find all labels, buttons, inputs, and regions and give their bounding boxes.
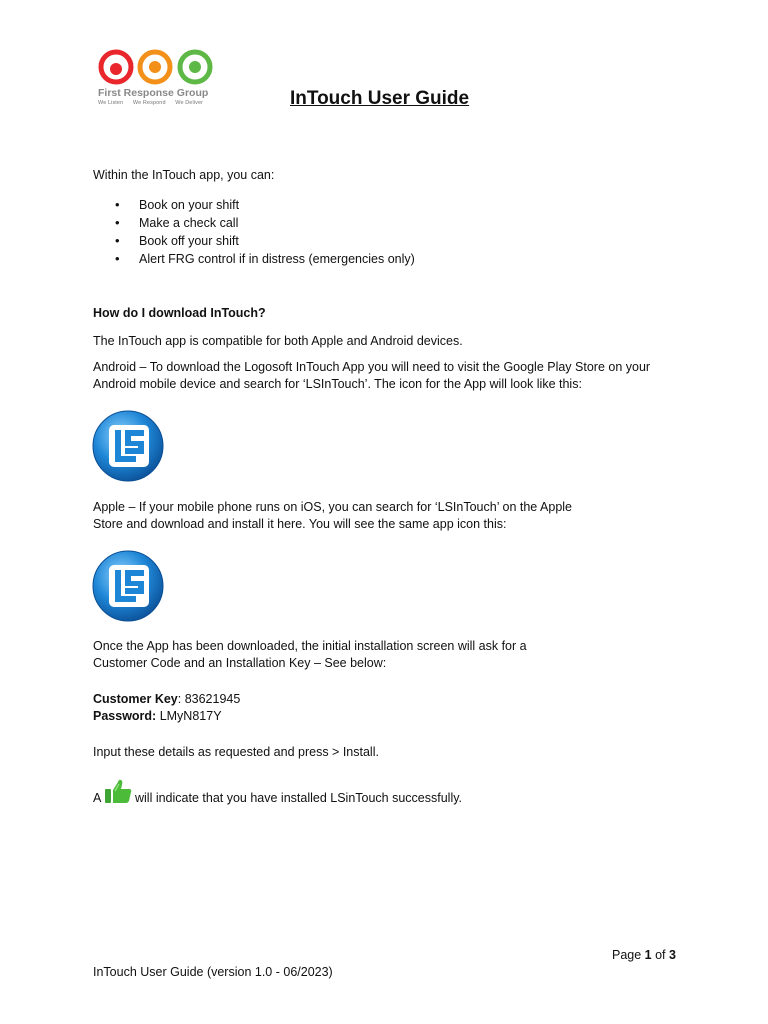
company-logo	[96, 48, 218, 108]
list-item: • Alert FRG control if in distress (emergencies only)	[93, 250, 415, 268]
list-item: • Make a check call	[93, 214, 415, 232]
password-row	[93, 708, 240, 725]
footer-text: InTouch User Guide (version 1.0 - 06/2023)	[93, 965, 333, 979]
intro-text: Within the InTouch app, you can:	[93, 168, 275, 182]
list-item: • Book on your shift	[93, 196, 415, 214]
compat-text: The InTouch app is compatible for both Apple and Android devices.	[93, 334, 463, 348]
credentials	[93, 691, 240, 725]
logo-tagline: We Deliver	[175, 100, 204, 106]
apple-line: Apple – If your mobile phone runs on iOS, you can search for ‘LSInTouch’ on the Apple	[93, 500, 572, 514]
install-paragraph	[93, 638, 527, 672]
success-text: will indicate that you have installed LSinTouch successfully.	[135, 791, 463, 805]
logo-tagline: We Listen	[98, 100, 124, 106]
customer-key-row	[93, 691, 240, 708]
success-prefix: A	[93, 791, 102, 805]
section-heading: How do I download InTouch?	[93, 306, 266, 320]
logo-company-name: First Response Group	[98, 87, 209, 99]
android-line: Android – To download the Logosoft InTouch App you will need to visit the Google Play Store on your	[93, 360, 651, 374]
android-line: Android mobile device and search for ‘LSInTouch’. The icon for the App will look like this:	[93, 377, 582, 391]
password-value: LMyN817Y	[156, 709, 222, 723]
android-paragraph	[93, 359, 650, 393]
logo-circles	[96, 48, 218, 100]
page-total: 3	[669, 948, 676, 962]
list-item: • Book off your shift	[93, 232, 415, 250]
apple-paragraph	[93, 499, 572, 533]
thumbs-up-icon	[104, 778, 132, 804]
feature-list	[93, 196, 415, 268]
ls-app-icon	[92, 410, 164, 482]
document-title: InTouch User Guide	[290, 88, 470, 109]
customer-key-label: Customer Key	[93, 692, 178, 706]
logo-tagline: We Respond	[132, 100, 166, 106]
customer-key-value: : 83621945	[177, 692, 241, 706]
password-label: Password:	[93, 709, 157, 723]
page-current: 1	[644, 948, 652, 962]
page-mid: of	[651, 948, 669, 962]
install-instruction: Input these details as requested and press > Install.	[93, 745, 379, 759]
logo-taglines	[98, 100, 211, 106]
page-prefix: Page	[612, 948, 645, 962]
install-line: Customer Code and an Installation Key – See below:	[93, 656, 387, 670]
ls-app-icon	[92, 550, 164, 622]
page-number	[612, 948, 676, 962]
install-line: Once the App has been downloaded, the initial installation screen will ask for a	[93, 639, 527, 653]
apple-line: Store and download and install it here. You will see the same app icon this:	[93, 517, 507, 531]
